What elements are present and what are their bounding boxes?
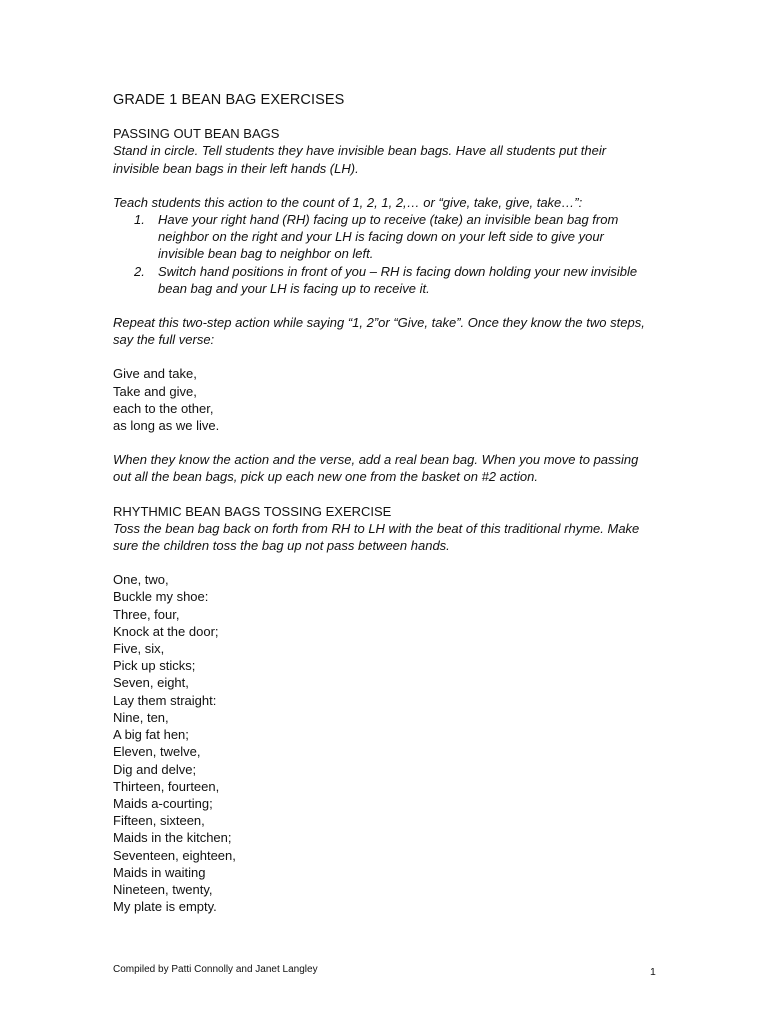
rhyme-line: A big fat hen; — [113, 727, 189, 743]
step-text: Switch hand positions in front of you – RH is facing down holding your new invisible bean bag and your LH is facing up to receive it. — [158, 263, 638, 296]
verse-line: each to the other, — [113, 400, 214, 416]
rhyme-line: Maids in waiting — [113, 864, 206, 880]
verse-line: Give and take, — [113, 366, 197, 382]
rhyme-line: One, two, — [113, 572, 169, 588]
rhyme-line: Seventeen, eighteen, — [113, 847, 236, 863]
footer-credit: Compiled by Patti Connolly and Janet Langley — [113, 964, 318, 975]
repeat-instruction: Repeat this two-step action while saying “1, 2”or “Give, take”. Once they know the two steps, say the full verse: — [113, 315, 645, 348]
rhyme-line: Eleven, twelve, — [113, 744, 201, 760]
step-item-2 — [113, 263, 653, 297]
verse-block — [113, 365, 653, 434]
teach-instruction: Teach students this action to the count of 1, 2, 1, 2,… or “give, take, give, take…”: — [113, 194, 583, 210]
rhyme-line: Maids a-courting; — [113, 795, 213, 811]
rhyme-block — [113, 571, 653, 915]
rhyme-line: My plate is empty. — [113, 899, 217, 915]
section-heading-passing-out: PASSING OUT BEAN BAGS — [113, 126, 280, 142]
rhyme-line: Fifteen, sixteen, — [113, 813, 205, 829]
page-number: 1 — [650, 966, 656, 978]
rhyme-line: Nineteen, twenty, — [113, 881, 213, 897]
passing-out-intro: Stand in circle. Tell students they have invisible bean bags. Have all students put their invisible bean bags in their left hands (LH). — [113, 143, 607, 176]
rhyme-line: Thirteen, fourteen, — [113, 778, 220, 794]
step-number: 1. — [134, 212, 145, 228]
step-number: 2. — [134, 263, 145, 279]
step-text: Have your right hand (RH) facing up to receive (take) an invisible bean bag from neighbor on the right and your LH is facing down on your left side to give your invisible bean bag to neighbor on left. — [158, 212, 619, 262]
rhyme-line: Three, four, — [113, 606, 180, 622]
verse-line: Take and give, — [113, 383, 197, 399]
closing-instruction: When they know the action and the verse, add a real bean bag. When you move to passing out all the bean bags, pick up each new one from the basket on #2 action. — [113, 452, 639, 485]
rhyme-line: Pick up sticks; — [113, 658, 196, 674]
verse-line: as long as we live. — [113, 418, 220, 434]
steps-list — [113, 211, 653, 297]
rhyme-line: Dig and delve; — [113, 761, 197, 777]
rhyme-line: Maids in the kitchen; — [113, 830, 232, 846]
page-title: GRADE 1 BEAN BAG EXERCISES — [113, 92, 345, 108]
step-item-1 — [113, 211, 653, 263]
rhyme-line: Seven, eight, — [113, 675, 189, 691]
rhyme-line: Nine, ten, — [113, 709, 169, 725]
rhyme-line: Buckle my shoe: — [113, 589, 209, 605]
rhyme-line: Five, six, — [113, 641, 165, 657]
section-heading-rhythmic: RHYTHMIC BEAN BAGS TOSSING EXERCISE — [113, 503, 392, 519]
page-content — [113, 92, 653, 915]
rhythmic-intro: Toss the bean bag back on forth from RH to LH with the beat of this traditional rhyme. Make sure the children toss the bag up not pass between hands. — [113, 520, 640, 554]
rhyme-line: Lay them straight: — [113, 692, 217, 708]
rhyme-line: Knock at the door; — [113, 623, 219, 639]
